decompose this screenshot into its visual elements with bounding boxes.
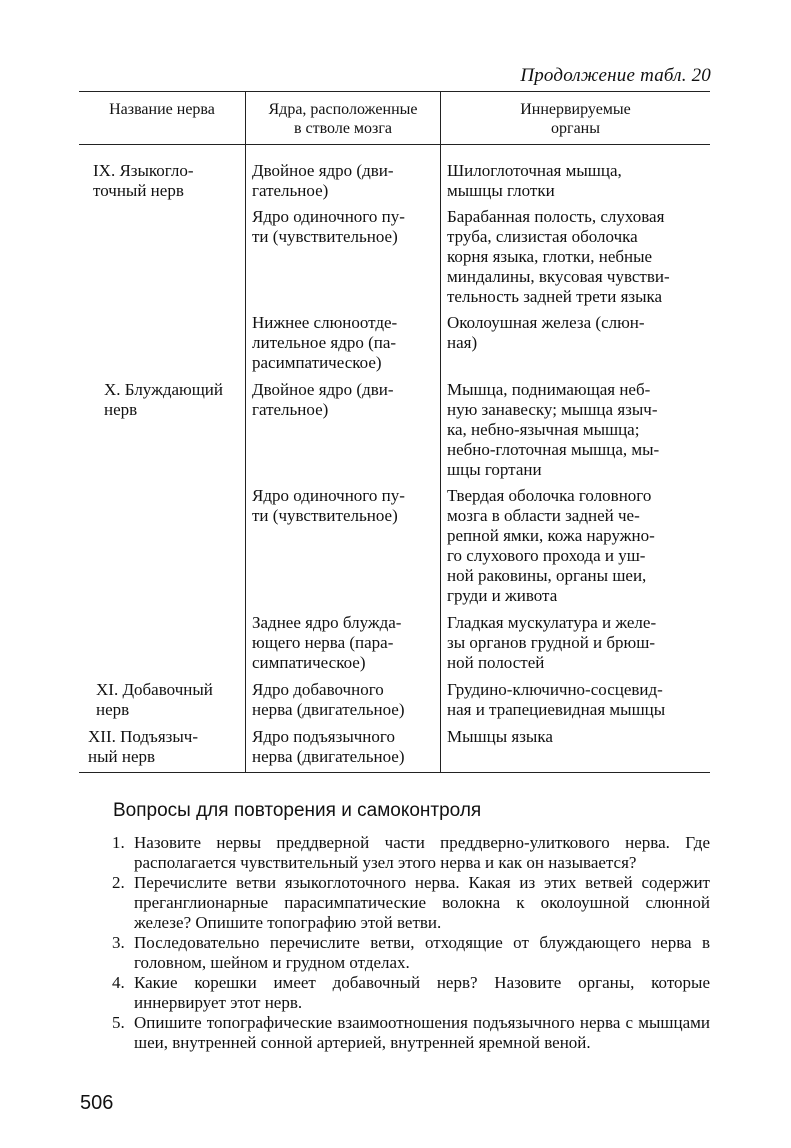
nerve-name-ix: IX. Языкогло- точный нерв	[93, 161, 194, 200]
question-number: 5.	[112, 1013, 125, 1032]
organs-cell: Мышцы языка	[447, 727, 553, 746]
questions-list	[108, 833, 710, 1053]
nucleus-cell: Заднее ядро блужда- ющего нерва (пара- симпатическое)	[252, 613, 402, 672]
organs-cell: Грудино-ключично-сосцевид- ная и трапециевидная мышцы	[447, 680, 666, 719]
nucleus-cell: Ядро одиночного пу- ти (чувствительное)	[252, 207, 405, 246]
nucleus-cell: Ядро одиночного пу- ти (чувствительное)	[252, 486, 405, 525]
header-organs: Иннервируемые органы	[520, 101, 631, 137]
question-item	[108, 933, 710, 973]
nucleus-cell: Нижнее слюноотде- лительное ядро (па- расимпатическое)	[252, 313, 398, 372]
table-column-divider-2	[440, 91, 441, 772]
question-item	[108, 833, 710, 873]
question-number: 3.	[112, 933, 125, 952]
organs-cell: Твердая оболочка головного мозга в области задней че- репной ямки, кожа наружно- го слухового прохода и уш- ной раковины, органы шеи, груди и живота	[447, 486, 655, 605]
nerve-name-xii: XII. Подъязыч- ный нерв	[88, 727, 198, 766]
table-top-rule	[79, 91, 710, 92]
question-number: 4.	[112, 973, 125, 992]
organs-cell: Мышца, поднимающая неб- ную занавеску; мышца языч- ка, небно-язычная мышца; небно-глоточная мышца, мы- шцы гортани	[447, 380, 660, 479]
nucleus-cell: Ядро подъязычного нерва (двигательное)	[252, 727, 405, 766]
organs-cell: Околоушная железа (слюн- ная)	[447, 313, 645, 352]
question-number: 2.	[112, 873, 125, 892]
nerve-name-x: X. Блуждающий нерв	[104, 380, 223, 419]
question-item	[108, 1013, 710, 1053]
question-item	[108, 873, 710, 933]
nucleus-cell: Ядро добавочного нерва (двигательное)	[252, 680, 405, 719]
organs-cell: Шилоглоточная мышца, мышцы глотки	[447, 161, 622, 200]
table-bottom-rule	[79, 772, 710, 773]
question-number: 1.	[112, 833, 125, 852]
page-number: 506	[80, 1092, 114, 1114]
organs-cell: Барабанная полость, слуховая труба, слизистая оболочка корня языка, глотки, небные миндалины, вкусовая чувстви- тельность задней трети языка	[447, 207, 670, 306]
header-nerve-name: Название нерва	[109, 101, 215, 118]
question-text: Опишите топографические взаимоотношения подъязычного нерва с мышцами шеи, внутренней сонной артерией, внутренней яремной веной.	[134, 1013, 710, 1052]
nucleus-cell: Двойное ядро (дви- гательное)	[252, 161, 394, 200]
question-text: Какие корешки имеет добавочный нерв? Назовите органы, которые иннервирует этот нерв.	[134, 973, 710, 1012]
nucleus-cell: Двойное ядро (дви- гательное)	[252, 380, 394, 419]
header-nuclei: Ядра, расположенные в стволе мозга	[268, 101, 418, 137]
organs-cell: Гладкая мускулатура и желе- зы органов грудной и брюш- ной полостей	[447, 613, 657, 672]
question-text: Назовите нервы преддверной части преддверно-улиткового нерва. Где располагается чувствительный узел этого нерва и как он называется?	[134, 833, 710, 872]
table-header-rule	[79, 144, 710, 145]
table-continuation-label: Продолжение табл. 20	[520, 65, 711, 86]
question-item	[108, 973, 710, 1013]
question-text: Последовательно перечислите ветви, отходящие от блуждающего нерва в головном, шейном и грудном отделах.	[134, 933, 710, 972]
nerve-name-xi: XI. Добавочный нерв	[96, 680, 213, 719]
questions-section-title: Вопросы для повторения и самоконтроля	[113, 800, 482, 821]
table-column-divider-1	[245, 91, 246, 772]
question-text: Перечислите ветви языкоглоточного нерва. Какая из этих ветвей содержит преганглионарные парасимпатические волокна к околоушной слюнной железе? Опишите топографию этой ветви.	[134, 873, 710, 932]
